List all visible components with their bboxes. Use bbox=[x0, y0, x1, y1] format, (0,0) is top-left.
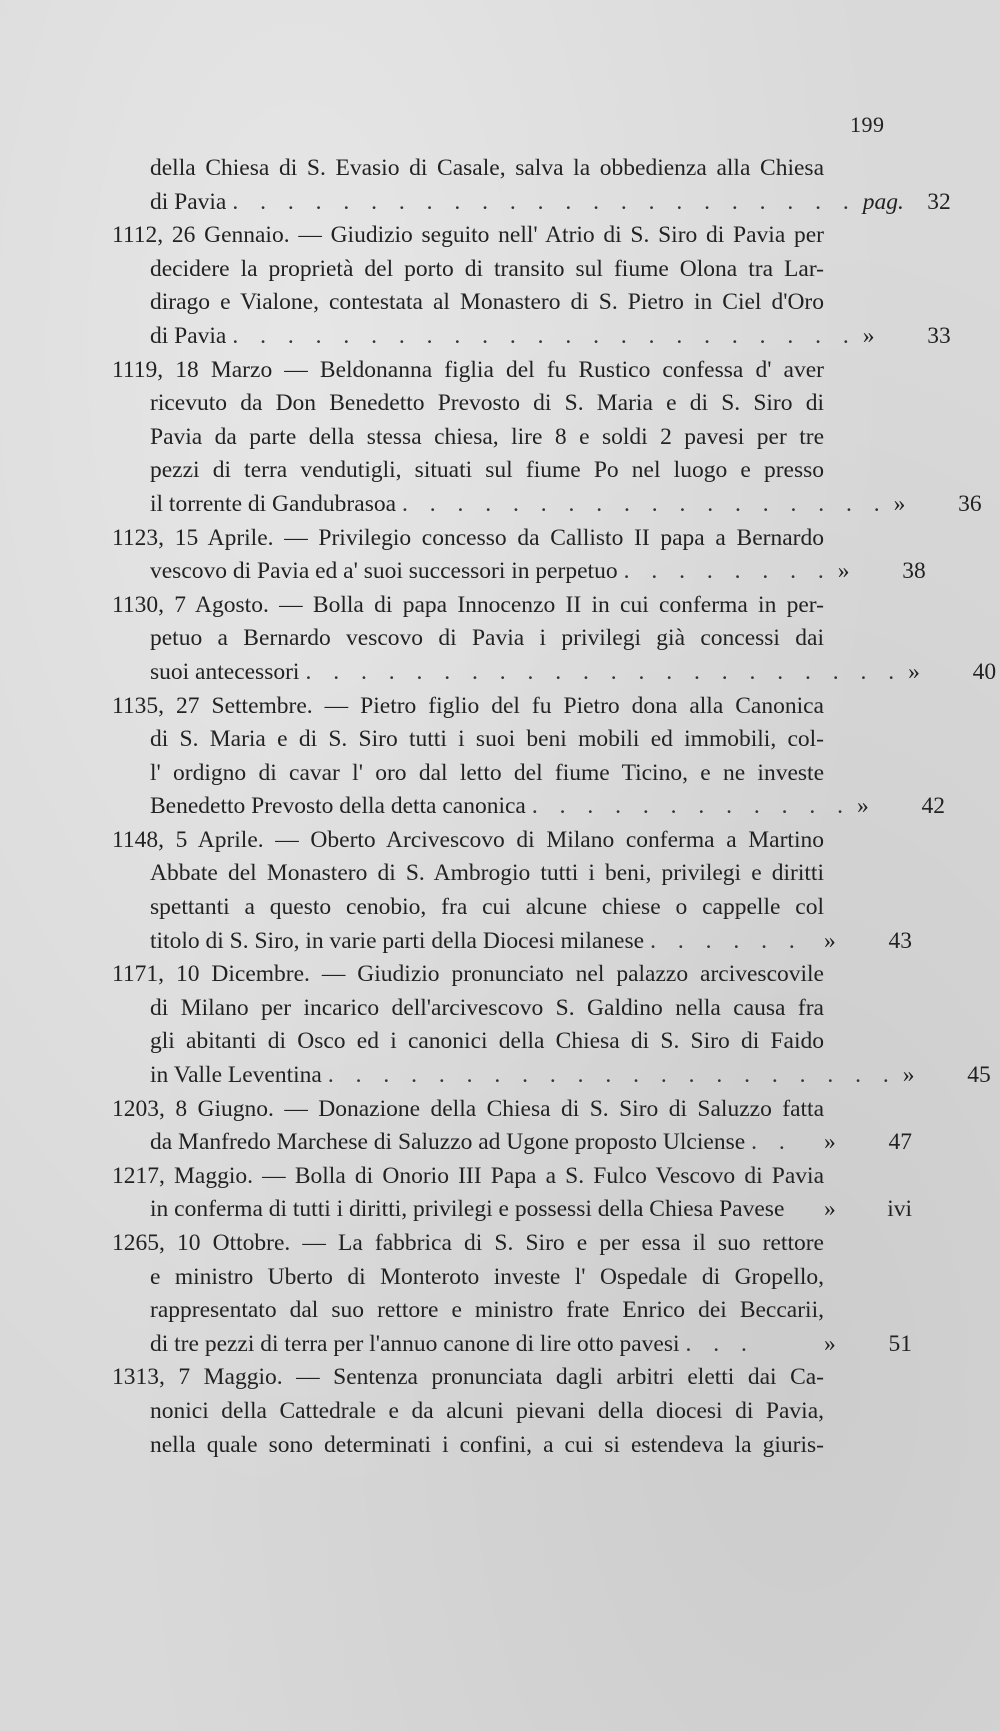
entry-text: della Chiesa di S. Evasio di Casale, salva la obbedienza alla Chiesa bbox=[150, 155, 824, 181]
entry-text: rappresentato dal suo rettore e ministro frate Enrico dei Beccarii, bbox=[150, 1297, 824, 1324]
entry-text: pezzi di terra vendutigli, situati sul fiume Po nel luogo e presso bbox=[150, 457, 824, 484]
entry-text: dirago e Vialone, contestata al Monastero di S. Pietro in Ciel d'Oro bbox=[150, 289, 824, 316]
dot-leader: . . bbox=[751, 1129, 793, 1156]
entry-text: 1148, 5 Aprile. — Oberto Arcivescovo di Milano conferma a Martino bbox=[112, 826, 824, 853]
entry-text: il torrente di Gandubrasoa bbox=[150, 490, 397, 517]
index-entry-line bbox=[112, 1395, 912, 1429]
page-reference-number: 38 bbox=[902, 558, 926, 585]
index-entry-line-with-page bbox=[112, 488, 982, 522]
dot-leader: . . . . . . . . . . . . bbox=[531, 793, 851, 820]
page-reference-mark: » bbox=[902, 1062, 915, 1089]
index-entry-line bbox=[112, 253, 912, 287]
page-reference-number: ivi bbox=[887, 1196, 912, 1223]
entry-text: in conferma di tutti i diritti, privilegi e possessi della Chiesa Pavese bbox=[150, 1196, 785, 1223]
entry-text: 1130, 7 Agosto. — Bolla di papa Innocenzo II in cui conferma in per- bbox=[112, 591, 824, 618]
index-entry-line bbox=[112, 958, 912, 992]
entry-text: vescovo di Pavia ed a' suoi successori in perpetuo bbox=[150, 558, 618, 585]
index-entry-line bbox=[112, 454, 912, 488]
index-entry-line bbox=[112, 286, 912, 320]
index-entry-line-with-page bbox=[112, 1059, 991, 1093]
dot-leader: . . . . . . . . . . . . . . . . . . . . . . bbox=[305, 658, 903, 685]
entry-text: 1171, 10 Dicembre. — Giudizio pronunciato nel palazzo arcivescovile bbox=[112, 961, 824, 988]
entry-text: di Pavia bbox=[150, 188, 227, 215]
dot-leader: . . . . . . . . bbox=[623, 558, 832, 585]
page-reference bbox=[863, 186, 951, 220]
index-entry-line bbox=[112, 723, 912, 757]
page-reference-number: 47 bbox=[888, 1129, 912, 1156]
index-entry-line bbox=[112, 1361, 912, 1395]
index-entry-line bbox=[112, 1227, 912, 1261]
page-reference-number: 32 bbox=[927, 188, 951, 215]
index-entry-line-with-page bbox=[112, 320, 951, 354]
page-reference bbox=[824, 925, 912, 959]
page-reference bbox=[824, 1126, 912, 1160]
entry-text: suoi antecessori bbox=[150, 658, 300, 685]
index-entry-line-with-page bbox=[112, 925, 912, 959]
page-reference bbox=[863, 320, 951, 354]
page-reference bbox=[824, 1328, 912, 1362]
dot-leader: . . . bbox=[685, 1330, 755, 1357]
index-entry-line bbox=[112, 152, 912, 186]
page-reference bbox=[857, 790, 945, 824]
index-entry-line bbox=[112, 891, 912, 925]
index-entry-line bbox=[112, 1429, 912, 1463]
index-entry-line bbox=[112, 219, 912, 253]
entry-text: 1313, 7 Maggio. — Sentenza pronunciata dagli arbitri eletti dai Ca- bbox=[112, 1364, 824, 1391]
entry-text: gli abitanti di Osco ed i canonici della Chiesa di S. Siro di Faido bbox=[150, 1028, 824, 1055]
entry-text: di tre pezzi di terra per l'annuo canone di lire otto pavesi bbox=[150, 1330, 680, 1357]
page-reference-mark: » bbox=[908, 658, 920, 685]
entry-text: decidere la proprietà del porto di transito sul fiume Olona tra Lar- bbox=[150, 255, 824, 282]
entry-text: 1135, 27 Settembre. — Pietro figlio del fu Pietro dona alla Canonica bbox=[112, 692, 824, 719]
index-entry-line bbox=[112, 387, 912, 421]
dot-leader: . . . . . . bbox=[650, 927, 803, 954]
dot-leader: . . . . . . . . . . . . . . . . . . . . . . . bbox=[232, 322, 857, 349]
index-entry-line bbox=[112, 690, 912, 724]
entry-text: di Milano per incarico dell'arcivescovo S. Galdino nella causa fra bbox=[150, 994, 824, 1021]
index-entry-line-with-page bbox=[112, 1328, 912, 1362]
entry-text: Abbate del Monastero di S. Ambrogio tutti i beni, privilegi e diritti bbox=[150, 860, 824, 887]
entry-text: 1265, 10 Ottobre. — La fabbrica di S. Siro e per essa il suo rettore bbox=[112, 1230, 824, 1256]
page-reference-mark: » bbox=[824, 1129, 836, 1156]
entry-text: 1217, Maggio. — Bolla di Onorio III Papa a S. Fulco Vescovo di Pavia bbox=[112, 1162, 824, 1189]
dot-leader: . . . . . . . . . . . . . . . . . . . . . . . bbox=[232, 188, 857, 215]
index-entry-line-with-page bbox=[112, 186, 951, 220]
entry-text: di S. Maria e di S. Siro tutti i suoi beni mobili ed immobili, col- bbox=[150, 726, 824, 753]
entry-text: in Valle Leventina bbox=[150, 1062, 322, 1089]
page-number: 199 bbox=[850, 112, 885, 137]
page-reference-mark: » bbox=[893, 490, 906, 517]
entry-text: Benedetto Prevosto della detta canonica bbox=[150, 793, 526, 820]
index-entry-line bbox=[112, 992, 912, 1026]
index-entry-line bbox=[112, 1093, 912, 1127]
index-entry-line bbox=[112, 857, 912, 891]
page-reference bbox=[908, 656, 996, 690]
index-entry-line bbox=[112, 1261, 912, 1295]
page-reference-mark: » bbox=[857, 793, 869, 820]
entry-text: nella quale sono determinati i confini, a cui si estendeva la giuris- bbox=[150, 1431, 824, 1458]
entry-text: petuo a Bernardo vescovo di Pavia i privilegi già concessi dai bbox=[150, 625, 824, 652]
dot-leader: . . . . . . . . . . . . . . . . . . . . . bbox=[327, 1062, 897, 1089]
index-entry-line bbox=[112, 1025, 912, 1059]
page-reference-mark: » bbox=[824, 1330, 836, 1357]
page-reference-number: 40 bbox=[972, 658, 997, 685]
page-reference-number: 51 bbox=[888, 1330, 912, 1357]
page-reference bbox=[894, 488, 982, 522]
entry-text: spettanti a questo cenobio, fra cui alcune chiese o cappelle col bbox=[150, 894, 824, 921]
index-entry-line bbox=[112, 354, 912, 388]
page-reference bbox=[903, 1059, 991, 1093]
entry-text: 1203, 8 Giugno. — Donazione della Chiesa di S. Siro di Saluzzo fatta bbox=[112, 1095, 824, 1122]
entry-text: ricevuto da Don Benedetto Prevosto di S. Maria e di S. Siro di bbox=[150, 390, 824, 417]
entry-text: titolo di S. Siro, in varie parti della Diocesi milanese bbox=[150, 927, 645, 954]
index-entry-line-with-page bbox=[112, 790, 945, 824]
page-reference-mark: » bbox=[862, 322, 875, 349]
page-reference-number: 36 bbox=[958, 490, 982, 517]
entry-text: e ministro Uberto di Monteroto investe l' Ospedale di Gropello, bbox=[150, 1263, 824, 1290]
entry-text: 1119, 18 Marzo — Beldonanna figlia del fu Rustico confessa d' aver bbox=[112, 356, 824, 383]
index-entry-line-with-page bbox=[112, 1126, 912, 1160]
entry-text: nonici della Cattedrale e da alcuni pievani della diocesi di Pavia, bbox=[150, 1397, 824, 1424]
index-entry-line bbox=[112, 757, 912, 791]
entry-text: di Pavia bbox=[150, 322, 227, 349]
entry-text: 1112, 26 Gennaio. — Giudizio seguito nell' Atrio di S. Siro di Pavia per bbox=[112, 222, 824, 249]
page-reference-mark: » bbox=[824, 927, 836, 954]
page-reference-number: 45 bbox=[967, 1062, 991, 1089]
index-entry-line bbox=[112, 824, 912, 858]
page-reference bbox=[824, 1193, 912, 1227]
index-entry-line bbox=[112, 522, 912, 556]
page-reference-mark: » bbox=[837, 558, 850, 585]
index-entry-line bbox=[112, 622, 912, 656]
page-reference-mark: pag. bbox=[862, 188, 904, 215]
dot-leader: . . . . . . . . . . . . . . . . . . bbox=[402, 490, 888, 517]
index-entry-line bbox=[112, 1160, 912, 1194]
index-entries bbox=[112, 152, 997, 1462]
page-reference-mark: » bbox=[824, 1196, 836, 1223]
entry-text: da Manfredo Marchese di Saluzzo ad Ugone proposto Ulciense bbox=[150, 1129, 746, 1156]
entry-text: Pavia da parte della stessa chiesa, lire 8 e soldi 2 pavesi per tre bbox=[150, 423, 824, 450]
index-entry-line-with-page bbox=[112, 1193, 912, 1227]
index-entry-line bbox=[112, 421, 912, 455]
page-reference bbox=[838, 555, 926, 589]
page-reference-number: 43 bbox=[888, 927, 912, 954]
index-entry-line-with-page bbox=[112, 656, 997, 690]
page-reference-number: 42 bbox=[921, 793, 945, 820]
index-entry-line bbox=[112, 589, 912, 623]
index-entry-line-with-page bbox=[112, 555, 926, 589]
entry-text: 1123, 15 Aprile. — Privilegio concesso da Callisto II papa a Bernardo bbox=[112, 524, 824, 551]
entry-text: l' ordigno di cavar l' oro dal letto del fiume Ticino, e ne investe bbox=[150, 759, 824, 786]
page-reference-number: 33 bbox=[927, 322, 951, 349]
index-entry-line bbox=[112, 1294, 912, 1328]
